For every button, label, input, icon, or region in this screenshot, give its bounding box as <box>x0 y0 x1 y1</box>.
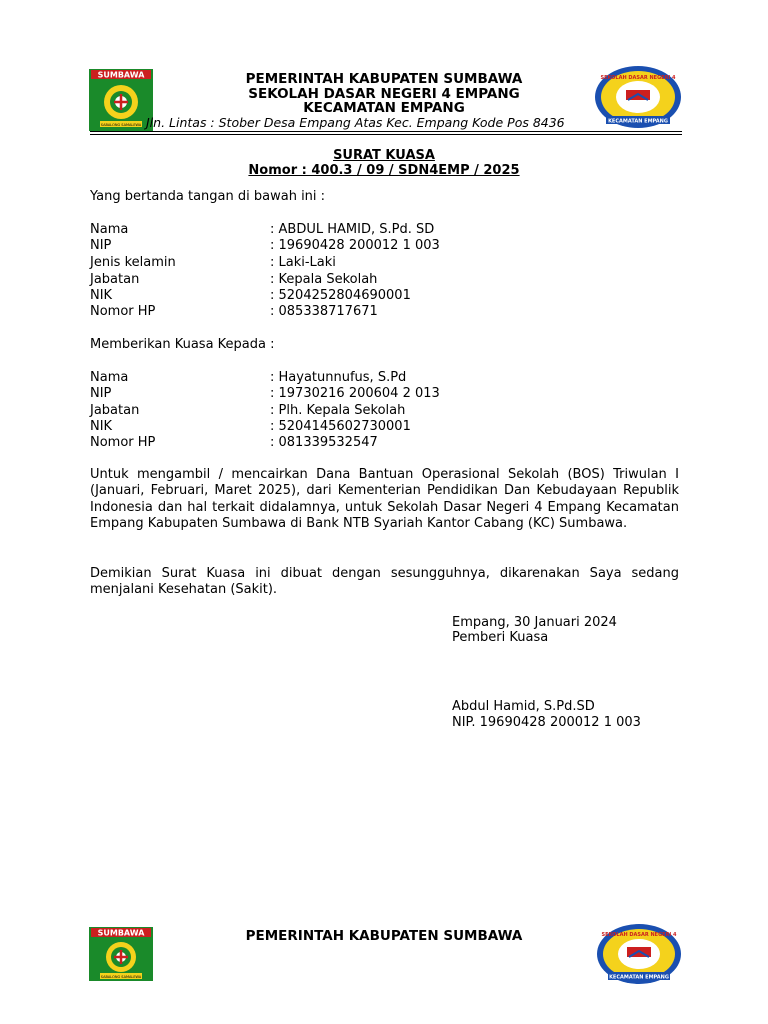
school-logo <box>592 64 684 130</box>
logo-text-sumbawa: SUMBAWA <box>97 928 145 938</box>
next-page-letterhead-government: PEMERINTAH KABUPATEN SUMBAWA <box>245 928 523 944</box>
grantee-nik-label: NIK <box>90 419 113 434</box>
grantor-name-value: : ABDUL HAMID, S.Pd. SD <box>270 222 435 237</box>
grantee-name-label: Nama <box>90 370 129 385</box>
grantee-name-value: : Hayatunnufus, S.Pd <box>270 370 407 385</box>
school-logo-banner: KECAMATAN EMPANG <box>608 118 668 125</box>
grantee-nik-value: : 5204145602730001 <box>270 419 411 434</box>
grantee-nip-label: NIP <box>90 386 112 401</box>
intro-text: Yang bertanda tangan di bawah ini : <box>90 189 326 204</box>
grantor-gender-value: : Laki-Laki <box>270 255 336 270</box>
signature-role: Pemberi Kuasa <box>452 630 549 645</box>
signature-nip: NIP. 19690428 200012 1 003 <box>452 715 641 730</box>
document-number: Nomor : 400.3 / 09 / SDN4EMP / 2025 <box>248 163 520 178</box>
letterhead-school: SEKOLAH DASAR NEGERI 4 EMPANG <box>248 86 520 102</box>
logo-text-sumbawa: SUMBAWA <box>97 70 145 80</box>
school-logo-banner: KECAMATAN EMPANG <box>609 974 669 981</box>
signature-place-date: Empang, 30 Januari 2024 <box>452 615 617 630</box>
letterhead-rule <box>90 131 682 132</box>
grantee-position-label: Jabatan <box>90 403 140 418</box>
school-logo <box>594 922 684 986</box>
school-logo-arc-text: SEKOLAH DASAR NEGERI 4 <box>601 932 677 938</box>
letterhead-rule-thin <box>90 134 682 135</box>
grantee-position-value: : Plh. Kepala Sekolah <box>270 403 406 418</box>
grantor-nip-label: NIP <box>90 238 112 253</box>
grant-intro-text: Memberikan Kuasa Kepada : <box>90 337 275 352</box>
grantee-phone-label: Nomor HP <box>90 435 156 450</box>
signature-name: Abdul Hamid, S.Pd.SD <box>452 699 595 714</box>
letterhead-address: Jln. Lintas : Stober Desa Empang Atas Kec. Empang Kode Pos 8436 <box>146 115 565 130</box>
grantor-position-value: : Kepala Sekolah <box>270 272 378 287</box>
logo-banner-text: SABALONG SAMALEWA <box>100 123 142 127</box>
grantor-phone-label: Nomor HP <box>90 304 156 319</box>
grantor-name-label: Nama <box>90 222 129 237</box>
grantor-nik-label: NIK <box>90 288 113 303</box>
logo-banner-text: SABALONG SAMALEWA <box>100 975 142 979</box>
grantor-nip-value: : 19690428 200012 1 003 <box>270 238 440 253</box>
grantor-gender-label: Jenis kelamin <box>90 255 176 270</box>
grantor-phone-value: : 085338717671 <box>270 304 378 319</box>
document-title: SURAT KUASA <box>333 148 435 163</box>
grantor-nik-value: : 5204252804690001 <box>270 288 411 303</box>
grantee-nip-value: : 19730216 200604 2 013 <box>270 386 440 401</box>
grantor-position-label: Jabatan <box>90 272 140 287</box>
school-logo-arc-text: SEKOLAH DASAR NEGERI 4 <box>600 75 676 81</box>
letterhead-government: PEMERINTAH KABUPATEN SUMBAWA <box>245 71 523 87</box>
grantee-phone-value: : 081339532547 <box>270 435 378 450</box>
closing-paragraph: Demikian Surat Kuasa ini dibuat dengan sesungguhnya, dikarenakan Saya sedang menjalani Kesehatan (Sakit). <box>90 566 679 598</box>
letterhead-district: KECAMATAN EMPANG <box>303 100 465 116</box>
purpose-paragraph: Untuk mengambil / mencairkan Dana Bantuan Operasional Sekolah (BOS) Triwulan I (Januari, Februari, Maret 2025), dari Kementerian Pendidikan Dan Kebudayaan Republik Indonesia dan hal terkait didalamnya, untuk Sekolah Dasar Negeri 4 Empang Kecamatan Empang Kabupaten Sumbawa di Bank NTB Syariah Kantor Cabang (KC) Sumbawa. <box>90 467 679 531</box>
